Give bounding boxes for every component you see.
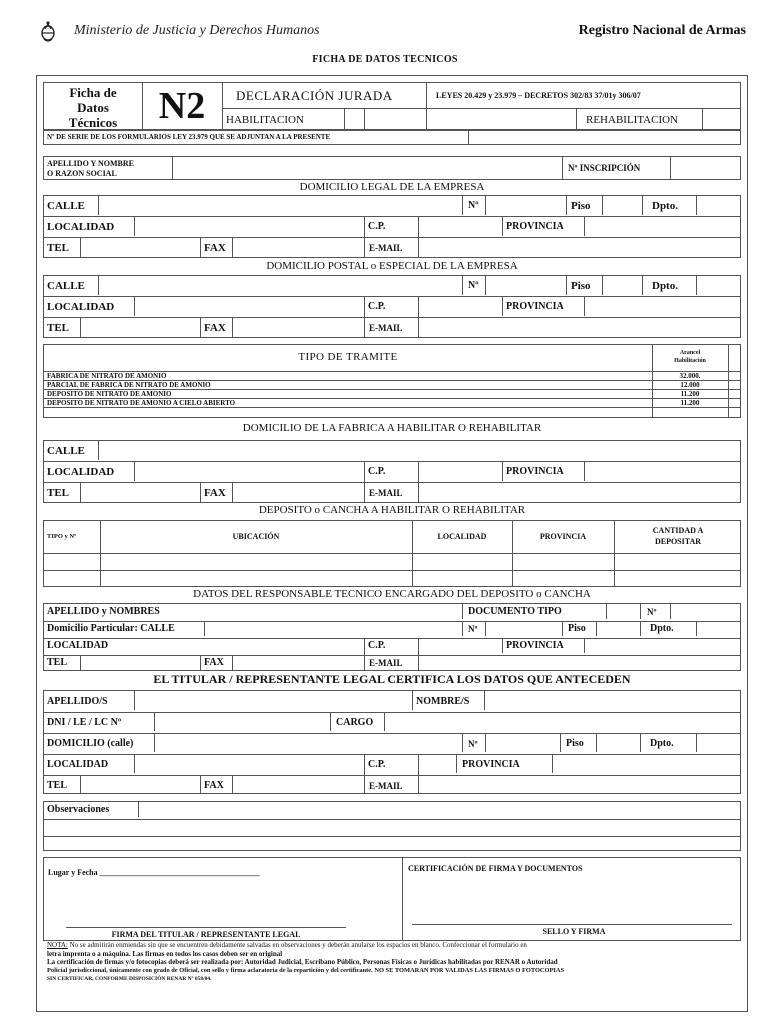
domicilio-fabrica-box [43, 440, 741, 503]
fax-label: FAX [204, 487, 226, 499]
ministry-name: Ministerio de Justicia y Derechos Humanos [74, 23, 320, 38]
tramite-row-label: DEPOSITO DE NITRATO DE AMONIO [47, 390, 172, 398]
titular-cargo-label: CARGO [336, 717, 374, 728]
nota-line3: La certificación de firmas y/o fotocopias deberá ser realizada por: Autoridad Judicial, Escribano Público, Personas Físicas o Jurídicas habilitadas por RENAR o Autoridad [47, 958, 558, 967]
ficha-label-line2: Datos [77, 100, 109, 115]
tipo-tramite-title: TIPO DE TRAMITE [298, 351, 398, 363]
registry-name: Registro Nacional de Armas [578, 23, 746, 38]
declaracion-jurada: DECLARACIÓN JURADA [236, 88, 393, 103]
nota-line4: Policial jurisdiccional, únicamente con grado de Oficial, con sello y firma aclaratoria de la repartición y del certificante. NO SE TOMARAN POR VALIDAS LAS FIRMAS O FOTOCOPIAS [47, 966, 565, 974]
domicilio-postal-box [43, 275, 741, 338]
cp-label: C.P. [368, 301, 386, 312]
dpto-label: Dpto. [652, 200, 678, 212]
nota-label: NOTA: [47, 941, 68, 949]
observaciones-label: Observaciones [47, 804, 110, 815]
localidad-label: LOCALIDAD [47, 759, 109, 770]
serie-row [43, 130, 741, 145]
tramite-row-value: 32.000. [679, 372, 701, 380]
deposito-provincia-header: PROVINCIA [539, 532, 587, 541]
document-title: FICHA DE DATOS TECNICOS [312, 54, 458, 65]
localidad-label: LOCALIDAD [47, 301, 115, 313]
localidad-label: LOCALIDAD [47, 221, 115, 233]
localidad-label: LOCALIDAD [47, 640, 109, 651]
dpto-label: Dpto. [650, 623, 674, 634]
tramite-row-label: PARCIAL DE FABRICA DE NITRATO DE AMONIO [47, 381, 211, 389]
calle-label: CALLE [47, 200, 85, 212]
deposito-table [43, 520, 741, 587]
cp-label: C.P. [368, 221, 386, 232]
domicilio-fabrica-title: DOMICILIO DE LA FABRICA A HABILITAR O REHABILITAR [242, 422, 542, 434]
email-label: E-MAIL [369, 488, 403, 498]
responsable-nro-label: Nº [647, 607, 657, 617]
rehabilitacion-label: REHABILITACION [586, 114, 678, 126]
tel-label: TEL [47, 242, 70, 254]
ficha-header-box [43, 82, 741, 130]
tel-label: TEL [47, 780, 68, 791]
sello-firma-label: SELLO Y FIRMA [542, 927, 606, 936]
responsable-documento-label: DOCUMENTO TIPO [468, 606, 562, 617]
nro-label: Nº [468, 739, 478, 749]
observaciones-box [43, 801, 741, 851]
inscripcion-label: Nº INSCRIPCIÓN [568, 163, 641, 173]
dpto-label: Dpto. [652, 280, 678, 292]
nota-line1: No se admitirán enmiendas sin que se encuentren debidamente salvadas en observaciones y deberán anularse los espacios en blanco. Confeccionar el formulario en [69, 941, 527, 949]
localidad-label: LOCALIDAD [47, 466, 115, 478]
national-crest-icon [38, 20, 58, 44]
deposito-cantidad-header-1: CANTIDAD A [652, 526, 704, 535]
piso-label: Piso [568, 623, 586, 634]
titular-nombres-label: NOMBRE/S [416, 696, 470, 707]
certificacion-label: CERTIFICACIÓN DE FIRMA Y DOCUMENTOS [408, 864, 583, 873]
tramite-row-label: DEPOSITO DE NITRATO DE AMONIO A CIELO ABIERTO [47, 399, 236, 407]
page-header [38, 20, 746, 46]
firma-box [43, 857, 741, 941]
serie-label: Nº DE SERIE DE LOS FORMULARIOS LEY 23.979 QUE SE ADJUNTAN A LA PRESENTE [47, 133, 331, 141]
email-label: E-MAIL [369, 323, 403, 333]
habilitacion-label: HABILITACION [226, 114, 304, 126]
fax-label: FAX [204, 657, 224, 668]
nro-label: Nº [468, 624, 478, 634]
fax-label: FAX [204, 322, 226, 334]
deposito-localidad-header: LOCALIDAD [437, 532, 487, 541]
dpto-label: Dpto. [650, 738, 674, 749]
nro-label: Nº [468, 200, 479, 211]
razon-social-label-1: APELLIDO Y NOMBRE [47, 159, 134, 168]
deposito-cantidad-header-2: DEPOSITAR [654, 537, 702, 546]
provincia-label: PROVINCIA [506, 466, 564, 477]
tipo-tramite-table [43, 344, 741, 418]
lugar-fecha-label: Lugar y Fecha ________________________________________ [48, 868, 260, 877]
domicilio-legal-box [43, 195, 741, 258]
leyes-decretos: LEYES 20.429 y 23.979 – DECRETOS 302/83 37/01y 306/07 [436, 91, 641, 100]
provincia-label: PROVINCIA [462, 759, 520, 770]
nota-line2: letra imprenta o a máquina. Las firmas en todos los casos deben ser en original [47, 949, 283, 958]
titular-domicilio-label: DOMICILIO (calle) [47, 738, 134, 749]
deposito-title: DEPOSITO o CANCHA A HABILITAR O REHABILITAR [258, 504, 526, 516]
domicilio-legal-title: DOMICILIO LEGAL DE LA EMPRESA [299, 181, 485, 193]
titular-dni-label: DNI / LE / LC Nº [47, 717, 122, 728]
domicilio-postal-title: DOMICILIO POSTAL o ESPECIAL DE LA EMPRESA [266, 260, 518, 272]
responsable-title: DATOS DEL RESPONSABLE TECNICO ENCARGADO DEL DEPOSITO o CANCHA [193, 588, 591, 600]
cp-label: C.P. [368, 759, 386, 770]
ficha-label-line3: Técnicos [68, 115, 118, 130]
fax-label: FAX [204, 780, 224, 791]
arancel-label-2: Habilitación [674, 358, 706, 364]
deposito-ubicacion-header: UBICACIÓN [232, 532, 280, 541]
cp-label: C.P. [368, 640, 386, 651]
ficha-label-line1: Ficha de [69, 85, 117, 100]
email-label: E-MAIL [369, 781, 403, 791]
deposito-tipo-header: TIPO y Nº [47, 533, 77, 540]
razon-social-label-2: O RAZON SOCIAL [47, 169, 117, 178]
arancel-label-1: Arancel [679, 350, 701, 356]
tel-label: TEL [47, 657, 68, 668]
form-code: N2 [158, 85, 206, 127]
tramite-row-value: 11.200 [680, 390, 700, 398]
piso-label: Piso [566, 738, 584, 749]
piso-label: Piso [571, 200, 591, 212]
responsable-domicilio-label: Domicilio Particular: CALLE [47, 623, 175, 634]
nro-label: Nº [468, 280, 479, 291]
form-frame [36, 75, 748, 1012]
piso-label: Piso [571, 280, 591, 292]
tramite-row-value: 11.200 [680, 399, 700, 407]
provincia-label: PROVINCIA [506, 640, 564, 651]
email-label: E-MAIL [369, 243, 403, 253]
titular-title: EL TITULAR / REPRESENTANTE LEGAL CERTIFICA LOS DATOS QUE ANTECEDEN [153, 672, 631, 686]
firma-titular-label: FIRMA DEL TITULAR / REPRESENTANTE LEGAL [111, 930, 301, 939]
responsable-apellido-label: APELLIDO y NOMBRES [47, 606, 160, 617]
provincia-label: PROVINCIA [506, 221, 564, 232]
calle-label: CALLE [47, 280, 85, 292]
nota-line5: SIN CERTIFICAR, CONFORME DISPOSICIÓN RENAR Nº 058/04. [47, 976, 212, 983]
cp-label: C.P. [368, 466, 386, 477]
tel-label: TEL [47, 487, 70, 499]
tramite-row-label: FABRICA DE NITRATO DE AMONIO [47, 372, 167, 380]
titular-box [43, 690, 741, 794]
nota-block [47, 941, 741, 984]
fax-label: FAX [204, 242, 226, 254]
tel-label: TEL [47, 322, 70, 334]
tramite-row-value: 12.000 [680, 381, 700, 389]
responsable-box [43, 603, 741, 671]
email-label: E-MAIL [369, 658, 403, 668]
calle-label: CALLE [47, 445, 85, 457]
provincia-label: PROVINCIA [506, 301, 564, 312]
titular-apellidos-label: APELLIDO/S [47, 696, 108, 707]
empresa-row [43, 156, 741, 180]
